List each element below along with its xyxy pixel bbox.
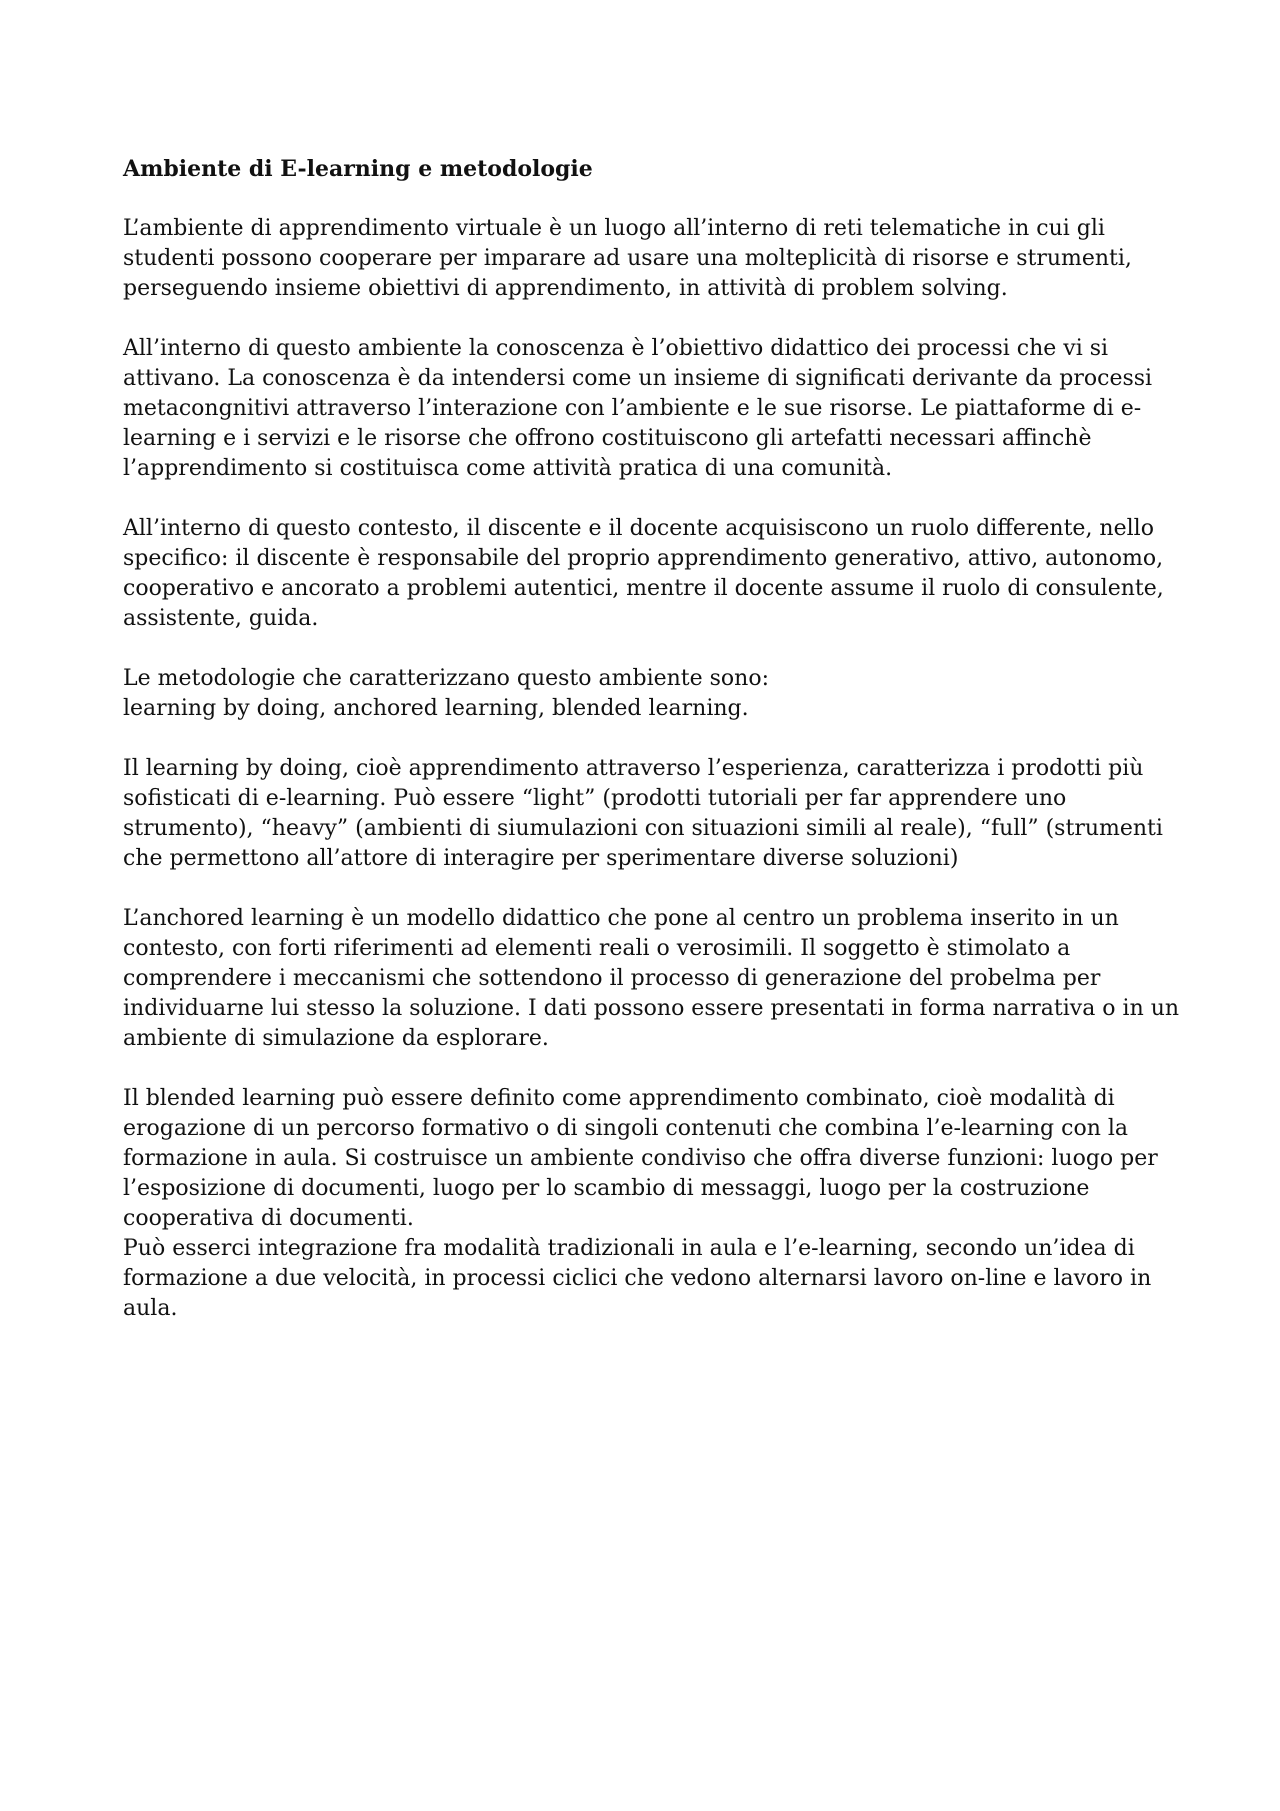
- text-line: specifico: il discente è responsabile del proprio apprendimento generativo, attivo, autonomo,: [123, 546, 1164, 571]
- paragraph-integration: [123, 1234, 1173, 1324]
- paragraph-blended-learning: [123, 1084, 1173, 1234]
- text-line: l’esposizione di documenti, luogo per lo scambio di messaggi, luogo per la costruzione: [123, 1176, 1090, 1201]
- text-line: comprendere i meccanismi che sottendono il processo di generazione del probelma per: [123, 966, 1101, 991]
- text-line: assistente, guida.: [123, 606, 319, 631]
- text-line: studenti possono cooperare per imparare ad usare una molteplicità di risorse e strumenti,: [123, 246, 1132, 271]
- text-line: cooperativo e ancorato a problemi autentici, mentre il docente assume il ruolo di consulente,: [123, 576, 1164, 601]
- text-line: sofisticati di e-learning. Può essere “light” (prodotti tutoriali per far apprendere uno: [123, 786, 1067, 811]
- text-line: learning by doing, anchored learning, blended learning.: [123, 696, 749, 721]
- text-line: Le metodologie che caratterizzano questo ambiente sono:: [123, 666, 770, 691]
- text-line: learning e i servizi e le risorse che offrono costituiscono gli artefatti necessari affinchè: [123, 426, 1092, 451]
- text-line: Il blended learning può essere definito come apprendimento combinato, cioè modalità di: [123, 1086, 1115, 1111]
- paragraph-anchored-learning: [123, 904, 1180, 1054]
- text-line: Può esserci integrazione fra modalità tradizionali in aula e l’e-learning, secondo un’idea di: [123, 1236, 1135, 1261]
- paragraph-roles: [123, 514, 1173, 634]
- text-line: che permettono all’attore di interagire per sperimentare diverse soluzioni): [123, 846, 959, 871]
- text-line: cooperativa di documenti.: [123, 1206, 414, 1231]
- paragraph-learning-by-doing: [123, 754, 1173, 874]
- text-line: contesto, con forti riferimenti ad elementi reali o verosimili. Il soggetto è stimolato a: [123, 936, 1071, 961]
- text-line: formazione a due velocità, in processi ciclici che vedono alternarsi lavoro on-line e lavoro in: [123, 1266, 1152, 1291]
- paragraph-knowledge: [123, 334, 1173, 484]
- text-line: ambiente di simulazione da esplorare.: [123, 1026, 549, 1051]
- document-title: Ambiente di E-learning e metodologie: [123, 156, 593, 182]
- text-line: erogazione di un percorso formativo o di singoli contenuti che combina l’e-learning con la: [123, 1116, 1129, 1141]
- text-line: L’ambiente di apprendimento virtuale è un luogo all’interno di reti telematiche in cui gli: [123, 216, 1105, 241]
- document-body: [123, 154, 1180, 1324]
- text-line: attivano. La conoscenza è da intendersi come un insieme di significati derivante da processi: [123, 366, 1153, 391]
- text-line: All’interno di questo ambiente la conoscenza è l’obiettivo didattico dei processi che vi si: [123, 336, 1109, 361]
- text-line: strumento), “heavy” (ambienti di siumulazioni con situazioni simili al reale), “full” (strumenti: [123, 816, 1163, 841]
- text-line: All’interno di questo contesto, il discente e il docente acquisiscono un ruolo differente, nello: [123, 516, 1154, 541]
- text-line: Il learning by doing, cioè apprendimento attraverso l’esperienza, caratterizza i prodotti più: [123, 756, 1144, 781]
- text-line: L’anchored learning è un modello didattico che pone al centro un problema inserito in un: [123, 906, 1119, 931]
- text-line: l’apprendimento si costituisca come attività pratica di una comunità.: [123, 456, 893, 481]
- paragraph-virtual-environment: [123, 214, 1173, 304]
- text-line: metacongnitivi attraverso l’interazione con l’ambiente e le sue risorse. Le piattaforme di e-: [123, 396, 1142, 421]
- text-line: perseguendo insieme obiettivi di apprendimento, in attività di problem solving.: [123, 276, 1008, 301]
- text-line: formazione in aula. Si costruisce un ambiente condiviso che offra diverse funzioni: luogo per: [123, 1146, 1158, 1171]
- text-line: individuarne lui stesso la soluzione. I dati possono essere presentati in forma narrativa o in un: [123, 996, 1180, 1021]
- text-line: aula.: [123, 1296, 178, 1321]
- paragraph-methodologies: [123, 664, 1173, 724]
